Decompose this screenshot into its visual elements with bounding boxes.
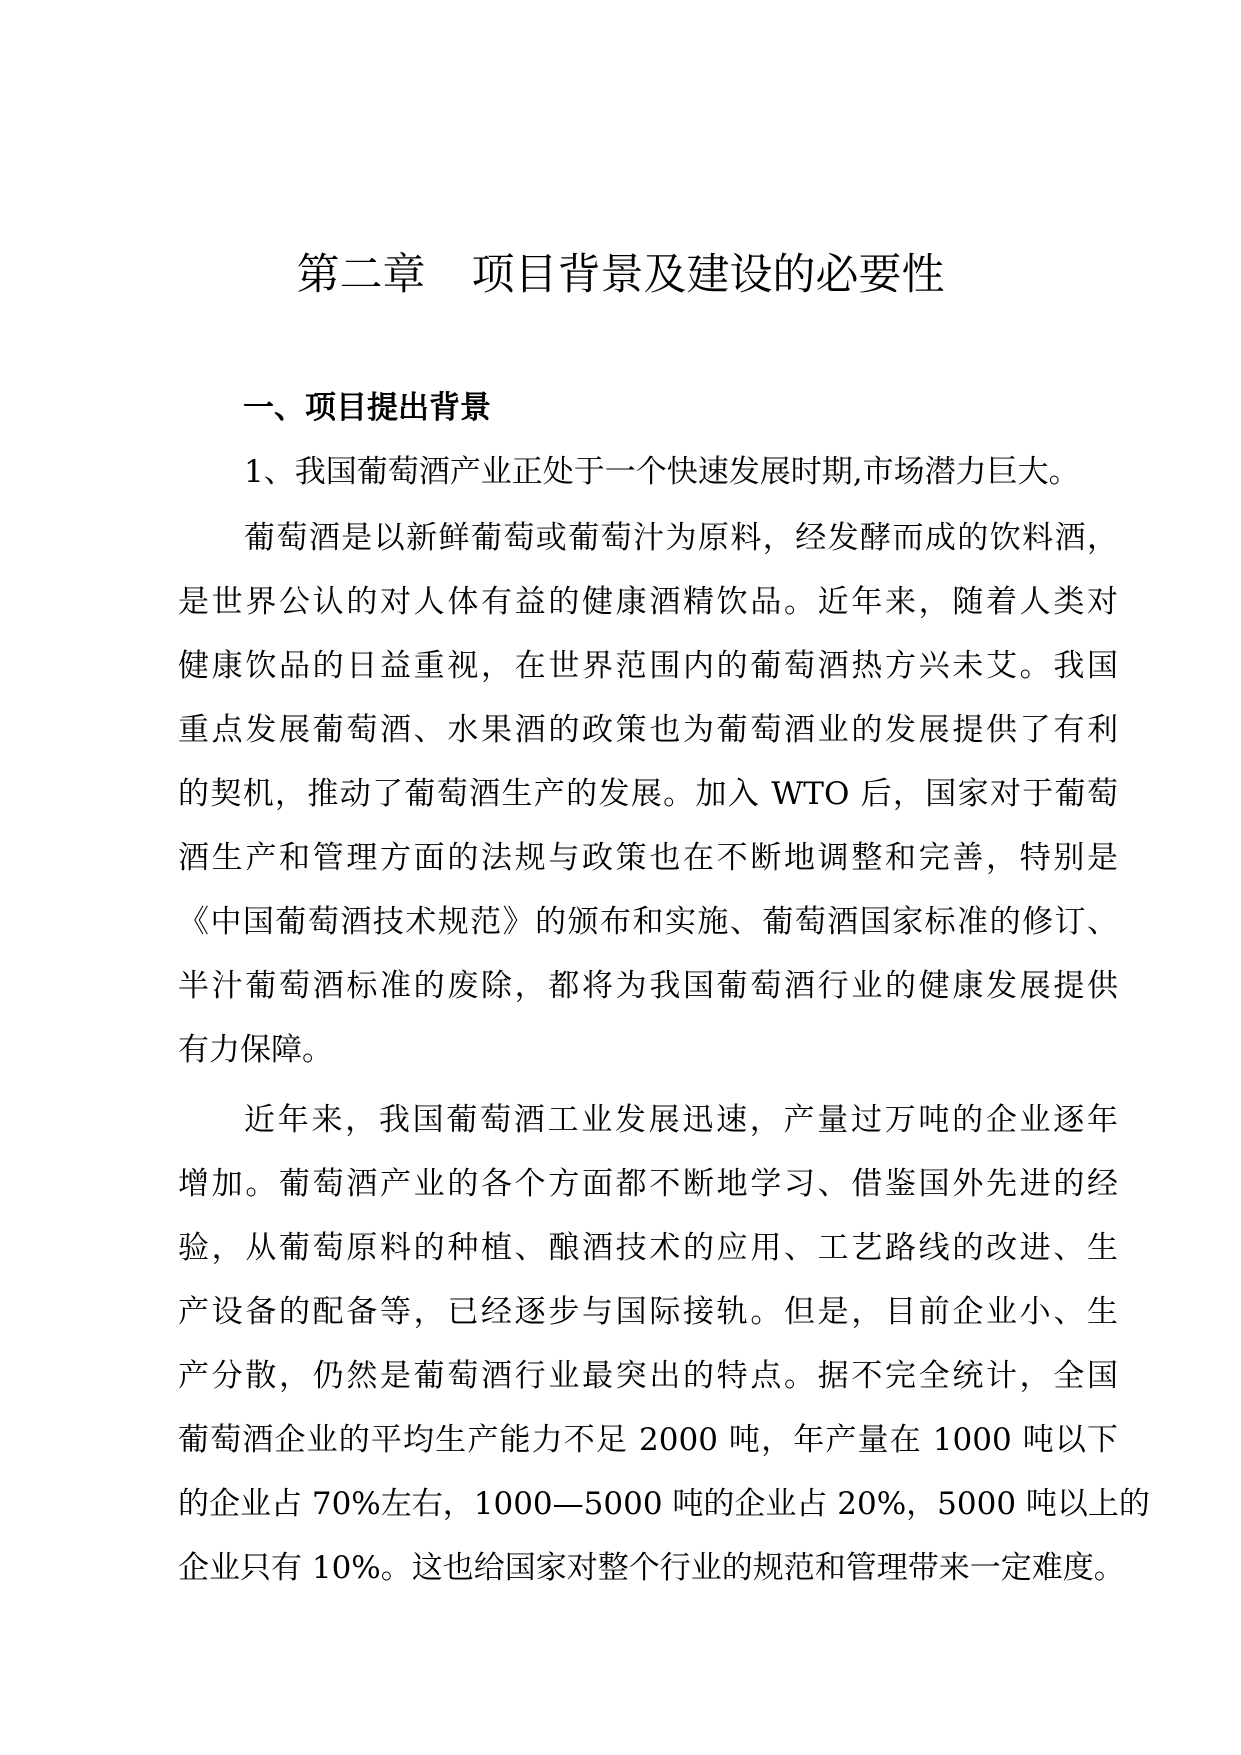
paragraph-1 bbox=[178, 440, 1118, 504]
paragraph-line: 葡萄酒是以新鲜葡萄或葡萄汁为原料，经发酵而成的饮料酒， bbox=[244, 520, 1118, 556]
paragraph-line: 增加。葡萄酒产业的各个方面都不断地学习、借鉴国外先进的经 bbox=[178, 1166, 1118, 1202]
paragraph-line: 半汁葡萄酒标准的废除，都将为我国葡萄酒行业的健康发展提供 bbox=[178, 968, 1118, 1004]
chapter-heading-text: 项目背景及建设的必要性 bbox=[471, 250, 945, 300]
paragraph-line: 重点发展葡萄酒、水果酒的政策也为葡萄酒业的发展提供了有利 bbox=[178, 712, 1118, 748]
paragraph-line: 的契机，推动了葡萄酒生产的发展。加入 WTO 后，国家对于葡萄 bbox=[178, 776, 1118, 812]
paragraph-line: 酒生产和管理方面的法规与政策也在不断地调整和完善，特别是 bbox=[178, 840, 1118, 876]
paragraph-line: 健康饮品的日益重视，在世界范围内的葡萄酒热方兴未艾。我国 bbox=[178, 648, 1118, 684]
paragraph-line: 1、我国葡萄酒产业正处于一个快速发展时期,市场潜力巨大。 bbox=[244, 454, 1080, 490]
paragraph-line: 有力保障。 bbox=[178, 1032, 333, 1068]
paragraph-line: 产分散，仍然是葡萄酒行业最突出的特点。据不完全统计，全国 bbox=[178, 1358, 1118, 1394]
paragraph-line: 企业只有 10%。这也给国家对整个行业的规范和管理带来一定难度。 bbox=[178, 1550, 1125, 1586]
paragraph-line: 葡萄酒企业的平均生产能力不足 2000 吨，年产量在 1000 吨以下 bbox=[178, 1422, 1118, 1458]
paragraph-line: 是世界公认的对人体有益的健康酒精饮品。近年来，随着人类对 bbox=[178, 584, 1118, 620]
paragraph-2 bbox=[178, 506, 1118, 1082]
paragraph-line: 近年来，我国葡萄酒工业发展迅速，产量过万吨的企业逐年 bbox=[244, 1102, 1118, 1138]
paragraph-line: 的企业占 70%左右，1000—5000 吨的企业占 20%，5000 吨以上的 bbox=[178, 1486, 1150, 1522]
paragraph-line: 《中国葡萄酒技术规范》的颁布和实施、葡萄酒国家标准的修订、 bbox=[178, 904, 1118, 940]
paragraph-line: 验，从葡萄原料的种植、酿酒技术的应用、工艺路线的改进、生 bbox=[178, 1230, 1118, 1266]
chapter-title bbox=[0, 245, 1241, 305]
chapter-label: 第二章 bbox=[296, 250, 426, 300]
paragraph-line: 产设备的配备等，已经逐步与国际接轨。但是，目前企业小、生 bbox=[178, 1294, 1118, 1330]
paragraph-3 bbox=[178, 1088, 1150, 1600]
section-heading: 一、项目提出背景 bbox=[243, 390, 491, 426]
